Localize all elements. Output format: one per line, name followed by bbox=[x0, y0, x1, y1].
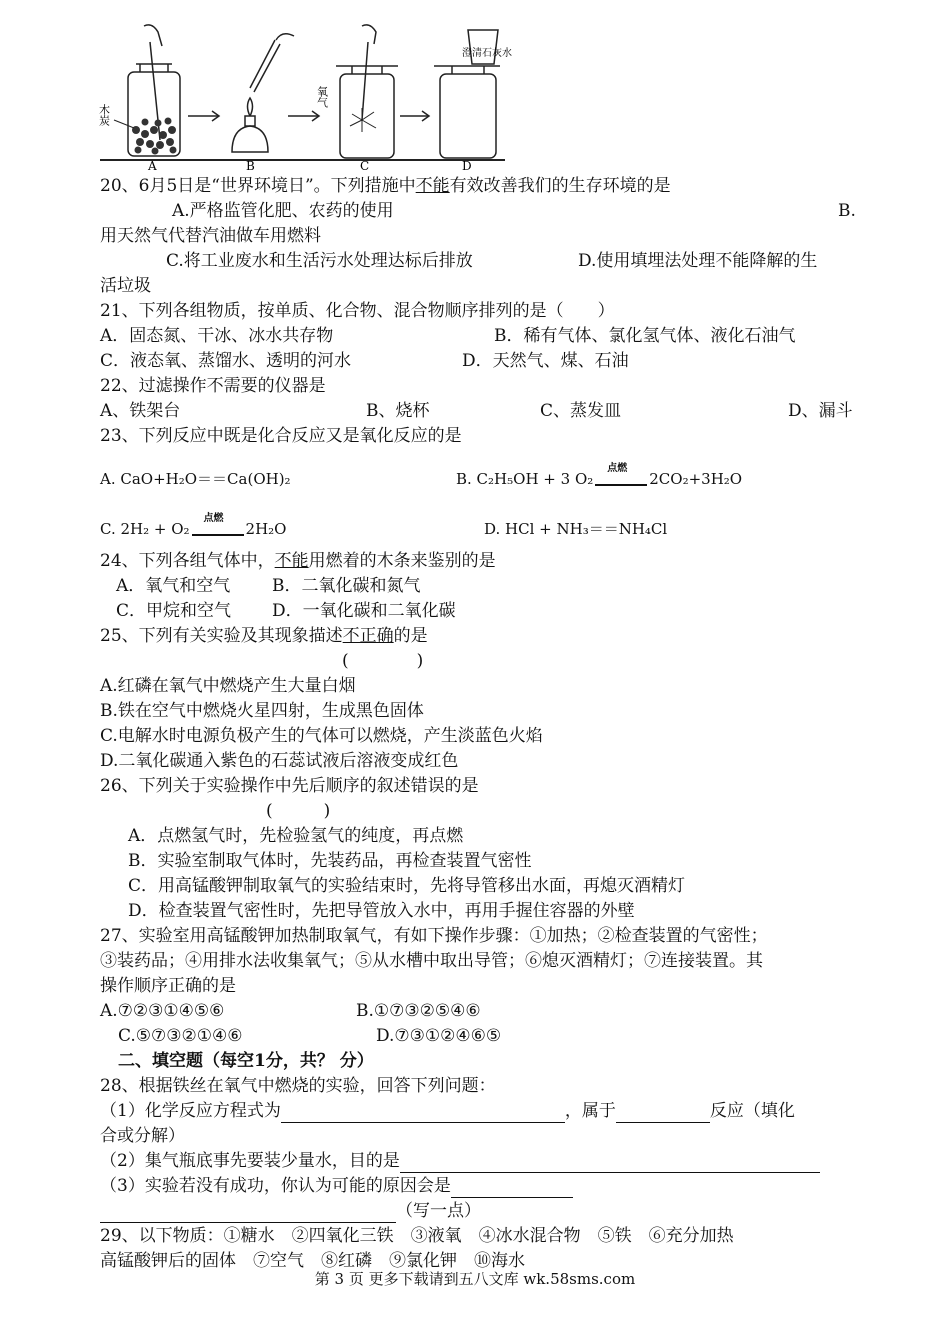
q20-option-d-head: D.使用填埋法处理不能降解的生 bbox=[578, 251, 818, 271]
q25-emphasis: 不正确 bbox=[342, 626, 394, 646]
ignition-condition: 点燃 bbox=[192, 521, 244, 541]
charcoal-pieces bbox=[132, 118, 177, 155]
q22-option-c: C、蒸发皿 bbox=[540, 401, 622, 421]
q29-line-1: 29、以下物质：①糖水 ②四氧化三铁 ③液氧 ④冰水混合物 ⑤铁 ⑥充分加热 bbox=[100, 1226, 734, 1246]
step-a-jar bbox=[128, 25, 180, 156]
step-c-jar bbox=[336, 25, 398, 158]
label-charcoal: 木炭 bbox=[97, 104, 111, 126]
q27-line-3: 操作顺序正确的是 bbox=[100, 976, 236, 996]
q21-option-b: B．稀有气体、氯化氢气体、液化石油气 bbox=[494, 326, 796, 346]
step-b-lamp bbox=[232, 34, 294, 152]
q24-option-a: A．氧气和空气 bbox=[116, 576, 231, 596]
q21-row-cd bbox=[100, 349, 860, 373]
arrow-c-d bbox=[400, 111, 429, 121]
q27-option-a: A.⑦②③①④⑤⑥ bbox=[100, 1001, 225, 1021]
q25-option-a: A.红磷在氧气中燃烧产生大量白烟 bbox=[100, 676, 356, 696]
q28-part-1-tail: 合或分解） bbox=[100, 1126, 185, 1146]
q25-option-b: B.铁在空气中燃烧火星四射，生成黑色固体 bbox=[100, 701, 424, 721]
q28-reason-blank-b[interactable] bbox=[100, 1204, 396, 1223]
q24-option-d: D．一氧化碳和二氧化碳 bbox=[272, 601, 456, 621]
q28-reason-blank-a[interactable] bbox=[451, 1179, 573, 1198]
arrow-b-c bbox=[288, 111, 319, 121]
q29-line-2: 高锰酸钾后的固体 ⑦空气 ⑧红磷 ⑨氯化钾 ⑩海水 bbox=[100, 1251, 525, 1271]
q27-line-1: 27、实验室用高锰酸钾加热制取氧气，有如下操作步骤：①加热；②检查装置的气密性； bbox=[100, 926, 768, 946]
q20-option-d-tail: 活垃圾 bbox=[100, 276, 151, 296]
q21-option-c: C．液态氧、蒸馏水、透明的河水 bbox=[100, 351, 352, 371]
q20-stem: 20、6月5日是“世界环境日”。下列措施中不能有效改善我们的生存环境的是 bbox=[100, 176, 671, 196]
q22-option-d: D、漏斗 bbox=[788, 401, 853, 421]
q24-option-c: C．甲烷和空气 bbox=[116, 601, 232, 621]
exam-page: 木炭 氧气 澄清石灰水 A B C D 20、6月5日是“世界环境日”。下列措施中不能有效改善我们的生存环境的是 A.严格监管化肥、农药的使用 B. 用天然气代替汽油做车用燃料 C.将工业废水和生活污水处理达标后排放 D.使用填埋法处理不能降解的生 活垃圾 21、下列各组物质，按单质、化合物、混合物顺序排列的是（ ） A．固态氮、干冰、冰水共存物 B．稀有气体、氯化氢气体、液化石油气 C．液态氧、蒸馏水、透明的河水 D．天然气、煤、石油 22、过滤操作不需要的仪器是 A、铁架台 B、烧杯 C、蒸发皿 D、漏斗 23、下列反应中既是化合反应又是氧化反应的是 A. CaO+H₂O＝＝Ca(OH)₂ B. C₂H₅OH + 3 O₂ 点燃 2CO₂+3H₂O C. 2H₂ + O₂ 点燃 2H₂O D. HCl + NH₃＝＝NH₄Cl 24、下列各组气体中，不能用燃着的木条来鉴别的是 A．氧气和空气 B．二氧化碳和氮气 C．甲烷和空气 D．一氧化碳和二氧化碳 25、下列有关实验及其现象描述不正确的是 ( ) A.红磷在氧气中燃烧产生大量白烟 B.铁在空气中燃烧火星四射，生成黑色固体 C.电解水时电源负极产生的气体可以燃烧，产生淡蓝色火焰 D.二氧化碳通入紫色的石蕊试液后溶液变成红色 26、下列关于实验操作中先后顺序的叙述错误的是 ( ) A．点燃氢气时，先检验氢气的纯度，再点燃 B．实验室制取气体时，先装药品，再检查装置气密性 C．用高锰酸钾制取氧气的实验结束时，先将导管移出水面，再熄灭酒精灯 D．检查装置气密性时，先把导管放入水中，再用手握住容器的外壁 27、实验室用高锰酸钾加热制取氧气，有如下操作步骤：①加热；②检查装置的气密性； ③装药品；④用排水法收集氧气；⑤从水槽中取出导管；⑥熄灭酒精灯；⑦连接装置。其 操作顺序正确的是 A.⑦②③①④⑤⑥ B.①⑦③②⑤④⑥ C.⑤⑦③②①④⑥ D.⑦③①②④⑥⑤ 二、填空题（每空1分，共？ 分） 28、根据铁丝在氧气中燃烧的实验，回答下列问题： （1）化学反应方程式为 ，属于 反应（填化 合或分解） （2）集气瓶底事先要装少量水，目的是 （3）实验若没有成功，你认为可能的原因会是 （写一点） 29、以下物质：①糖水 ②四氧化三铁 ③液氧 ④冰水混合物 ⑤铁 ⑥充分加热 高锰酸钾后的固体 ⑦空气 ⑧红磷 ⑨氯化钾 ⑩海水 第 3 页 更多下载请到五八文库 wk.58sms.com bbox=[0, 0, 950, 1344]
q23-row-ab bbox=[100, 463, 860, 491]
q23-option-d: D. HCl + NH₃＝＝NH₄Cl bbox=[484, 520, 668, 538]
step-label-d: D bbox=[462, 159, 472, 173]
q28-equation-blank[interactable] bbox=[281, 1104, 565, 1123]
q21-stem: 21、下列各组物质，按单质、化合物、混合物顺序排列的是（ ） bbox=[100, 301, 615, 321]
q22-options bbox=[100, 399, 860, 423]
q27-row-ab bbox=[100, 999, 860, 1023]
q25-stem: 25、下列有关实验及其现象描述不正确的是 bbox=[100, 626, 428, 646]
page-footer: 第 3 页 更多下载请到五八文库 wk.58sms.com bbox=[314, 1270, 636, 1288]
q28-reaction-type-blank[interactable] bbox=[616, 1104, 710, 1123]
step-label-a: A bbox=[148, 159, 157, 173]
experiment-figure bbox=[97, 20, 512, 173]
q21-option-d: D．天然气、煤、石油 bbox=[462, 351, 629, 371]
q27-option-c: C.⑤⑦③②①④⑥ bbox=[118, 1026, 243, 1046]
q28-part-1: （1）化学反应方程式为 ，属于 反应（填化 bbox=[100, 1101, 795, 1121]
step-label-c: C bbox=[360, 159, 370, 173]
q26-stem: 26、下列关于实验操作中先后顺序的叙述错误的是 bbox=[100, 776, 479, 796]
q25-option-d: D.二氧化碳通入紫色的石蕊试液后溶液变成红色 bbox=[100, 751, 459, 771]
step-label-b: B bbox=[246, 159, 255, 173]
label-limewater: 澄清石灰水 bbox=[462, 48, 512, 59]
q23-option-a: A. CaO+H₂O＝＝Ca(OH)₂ bbox=[100, 470, 291, 488]
q24-option-b: B．二氧化碳和氮气 bbox=[272, 576, 421, 596]
q24-stem: 24、下列各组气体中，不能用燃着的木条来鉴别的是 bbox=[100, 551, 496, 571]
q23-option-c: C. 2H₂ + O₂ 点燃 2H₂O bbox=[100, 520, 286, 538]
q28-part-3-note: （写一点） bbox=[100, 1199, 860, 1223]
q20-option-c: C.将工业废水和生活污水处理达标后排放 bbox=[166, 251, 473, 271]
q28-purpose-blank[interactable] bbox=[400, 1154, 820, 1173]
q22-option-a: A、铁架台 bbox=[100, 401, 181, 421]
label-oxygen: 氧气 bbox=[315, 86, 329, 108]
q27-option-b: B.①⑦③②⑤④⑥ bbox=[356, 1001, 481, 1021]
q28-stem: 28、根据铁丝在氧气中燃烧的实验，回答下列问题： bbox=[100, 1076, 496, 1096]
q28-part-3: （3）实验若没有成功，你认为可能的原因会是 bbox=[100, 1174, 860, 1198]
q23-option-b: B. C₂H₅OH + 3 O₂ 点燃 2CO₂+3H₂O bbox=[456, 467, 742, 491]
q20-option-b-head: B. bbox=[838, 201, 856, 221]
q27-line-2: ③装药品；④用排水法收集氧气；⑤从水槽中取出导管；⑥熄灭酒精灯；⑦连接装置。其 bbox=[100, 951, 763, 971]
q21-option-a: A．固态氮、干冰、冰水共存物 bbox=[100, 326, 334, 346]
arrow-a-b bbox=[188, 111, 219, 121]
q20-emphasis: 不能 bbox=[415, 176, 450, 196]
q21-row-ab bbox=[100, 324, 860, 348]
q24-emphasis: 不能 bbox=[274, 551, 309, 571]
q23-stem: 23、下列反应中既是化合反应又是氧化反应的是 bbox=[100, 426, 462, 446]
q25-option-c: C.电解水时电源负极产生的气体可以燃烧，产生淡蓝色火焰 bbox=[100, 726, 543, 746]
q20-option-a: A.严格监管化肥、农药的使用 bbox=[172, 201, 394, 221]
q22-option-b: B、烧杯 bbox=[366, 401, 430, 421]
q20-option-b-tail: 用天然气代替汽油做车用燃料 bbox=[100, 226, 321, 246]
q22-stem: 22、过滤操作不需要的仪器是 bbox=[100, 376, 326, 396]
q28-part-2: （2）集气瓶底事先要装少量水，目的是 bbox=[100, 1149, 860, 1173]
q27-option-d: D.⑦③①②④⑥⑤ bbox=[376, 1026, 502, 1046]
ignition-condition: 点燃 bbox=[595, 471, 647, 491]
q23-row-cd bbox=[100, 513, 860, 541]
